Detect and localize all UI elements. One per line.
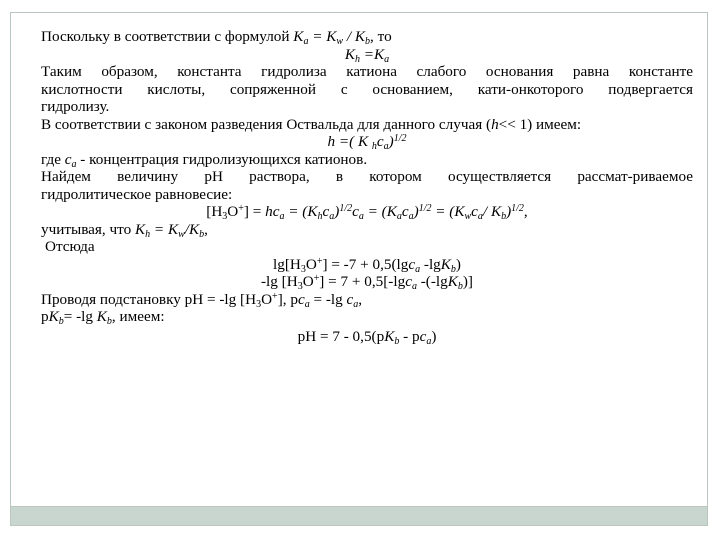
formula-lg-h3o: $\lg[H_3O^+] = -7 + 0,5(\lg c_a$ -lgK$_b$) <box>273 255 461 275</box>
formula-ph-result: pH = $7 - 0,5(pK_b - pc_a)$ <box>297 327 437 347</box>
paragraph-line: гидролизу. <box>41 98 110 115</box>
paragraph-line: Проводя подстановку pH = -lg $[H_3O^+]$, $pc_a = -\lg$ $c_a$, <box>41 290 363 310</box>
paragraph-line: где $c_a$ - концентрация гидролизующихся катионов. <box>41 150 368 170</box>
formula-neg-lg-h3o: -lg $[H_3O^+] = 7 + 0,5[-\lg c_a$ -(-lgK$_b$)] <box>260 273 473 292</box>
paragraph-line: Найдем величину рН раствора, в котором осуществляется рассмат-риваемое <box>41 168 693 185</box>
paragraph-line: гидролитическое равновесие: <box>41 185 233 203</box>
formula-h: h =( K $_hc_a)^{1/2}$ <box>327 133 407 152</box>
slide-footer-band <box>10 506 708 526</box>
paragraph-line-ostwald: В соответствии с законом разведения Оствальда для данного случая (h<< 1) имеем: <box>41 115 582 133</box>
paragraph-line: Отсюда <box>45 238 95 255</box>
paragraph-line: Таким образом, константа гидролиза катиона слабого основания равна константе <box>41 63 693 80</box>
paragraph-line: $pK_b= -\lg$ $K_b$, имеем: <box>41 308 165 327</box>
paragraph-line: учитывая, что $K_h = K_w/K_b$, <box>41 220 208 240</box>
formula-kh-equals-ka: $K_h =K_a$ <box>344 45 390 65</box>
paragraph-line: кислотности кислоты, сопряженной с основанием, кати-онкоторого подвергается <box>41 80 693 98</box>
slide-content <box>41 28 693 345</box>
text-line-1: Поскольку в соответствии с формулой $K_a = K_w / K_b$, то <box>41 28 392 47</box>
formula-h3o: $[H_3O^+] = hc_a = (K_hc_a)^{1/2}c_a = (K_ac_a)^{1/2} = (K_wc_a/$ $K_b)^{1/2}$, <box>206 203 528 222</box>
